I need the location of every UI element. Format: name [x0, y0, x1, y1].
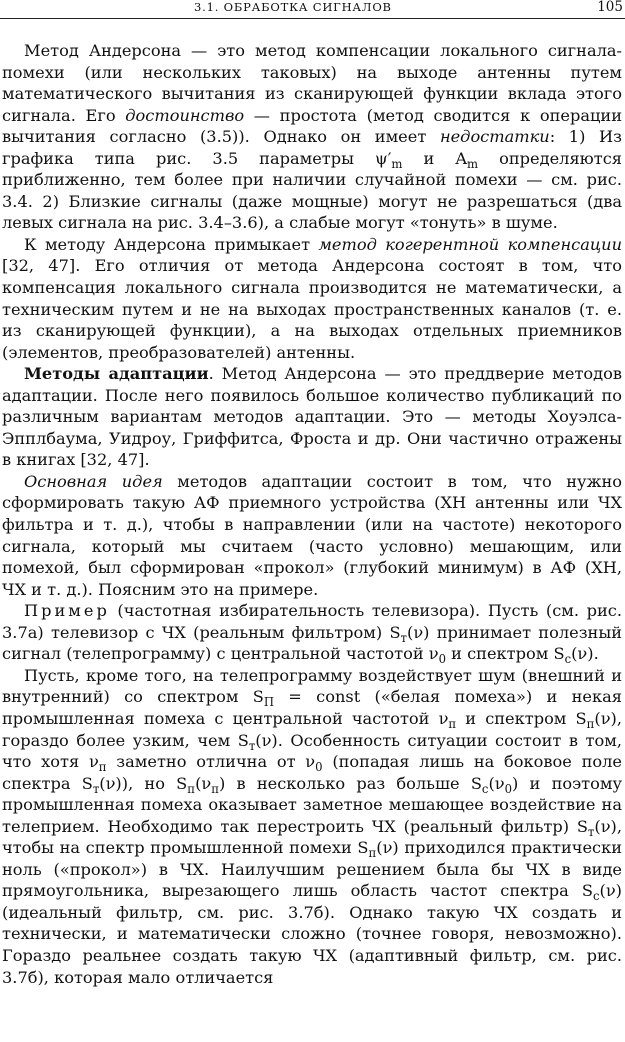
subscript: т: [400, 631, 407, 645]
subscript: п: [187, 781, 196, 796]
page-number: 105: [597, 0, 623, 15]
text-run: (ν: [195, 773, 212, 793]
paragraph-adaptation-methods: [2, 363, 622, 471]
text-run: определяются приближенно, тем более при наличии случайной помехи — см. рис. 3.4. 2) Близкие сигналы (даже мощные) могут не разрешаться (два левых сигнала на рис. 3.4–3.6), а слабые могут «тонуть» в шуме.: [2, 148, 622, 233]
text-run: ) и поэтому промышленная помеха оказывает заметное мешающее воздействие на телеприем. Необходимо так перестроить ЧХ (реальный фильтр) S: [2, 773, 622, 836]
text-run: (ν: [488, 773, 505, 793]
subscript: П: [263, 695, 274, 710]
text-run: Пусть, кроме того, на телепрограмму воздействует шум (внешний и внутренний) со спектром S: [2, 665, 622, 707]
subscript: п: [586, 717, 595, 732]
text-run: [32, 47]. Его отличия от метода Андерсона состоят в том, что компенсация локального сигнала производится не математически, а техническим путем и не на выходах пространственных каналов (т. е. из сканирующей функции), а на выходах отдельных приемников (элементов, преобразователей) антенны.: [2, 256, 622, 362]
text-run: (ν), гораздо более узким, чем S: [2, 708, 623, 750]
text-run: заметно отлична от ν: [106, 752, 316, 772]
text-run: (ν). Особенность ситуации состоит в том, что хотя ν: [2, 730, 622, 772]
text-run: К методу Андерсона примыкает: [24, 234, 319, 254]
text-run: (ν).: [571, 644, 599, 664]
subscript: 0: [438, 652, 447, 667]
paragraph-anderson-method: [2, 40, 622, 234]
subscript: с: [564, 652, 572, 667]
text-run: (ν), чтобы на спектр промышленной помехи S: [2, 816, 622, 858]
subscript: 0: [504, 781, 513, 796]
subscript: п: [448, 717, 457, 732]
text-run: и спектром S: [456, 708, 587, 728]
paragraph-example: [2, 600, 622, 665]
header-rule: [0, 18, 625, 19]
text-run: (попадая лишь на боковое поле спектра S: [2, 752, 622, 793]
bold-run-in-heading: Методы адаптации: [24, 364, 209, 384]
subscript: т: [587, 824, 595, 839]
running-header: [0, 0, 625, 22]
text-run: (частотная избирательность телевизора). Пусть (см. рис. 3.7а) телевизор с ЧХ (реальным фильтром) S: [2, 601, 622, 642]
text-run: . Метод Андерсона — это преддверие методов адаптации. После него появилось большое количество публикаций по различным вариантам методов адаптации. Это — методы Хоуэлса-Эпплбаума, Уидроу, Гриффитса, Фроста и др. Они частично отражены в книгах [32, 47].: [2, 364, 622, 470]
paragraph-main-idea: [2, 471, 622, 600]
subscript: т: [248, 738, 256, 753]
subscript: т: [92, 781, 100, 796]
italic-term-advantage: достоинство: [125, 105, 245, 125]
text-run: методов адаптации состоит в том, что нужно сформировать такую АФ приемного устройства (ХН антенны или ЧХ фильтра и т. д.), чтобы в направлении (или на частоте) некоторого сигнала, который мы считаем (часто условно) мешающим, или помехой, был сформирован «прокол» (глубокий минимум) в АФ (ХН, ЧХ и т. д.). Поясним это на примере.: [2, 471, 623, 599]
text-run: — простота (метод сводится к операции вычитания согласно (3.5)). Однако он имеет: [2, 105, 622, 147]
text-run: ) в несколько раз больше S: [219, 773, 482, 793]
subscript: m: [467, 156, 479, 171]
italic-term-drawbacks: недостатки: [439, 127, 550, 147]
italic-term-coherent-compensation: метод когерентной компенсации: [318, 234, 622, 254]
section-title: 3.1. ОБРАБОТКА СИГНАЛОВ: [194, 0, 392, 14]
paragraph-industrial-interference: [2, 665, 622, 988]
paragraph-coherent-compensation: [2, 234, 622, 363]
text-run: (ν)), но S: [99, 773, 188, 793]
subscript: п: [98, 760, 107, 775]
text-run: и спектром S: [446, 644, 565, 664]
page-body: [2, 40, 622, 988]
text-run: = const («белая помеха») и некая промышленная помеха с центральной частотой ν: [2, 687, 622, 728]
text-run: (ν) (идеальный фильтр, см. рис. 3.7б). Однако такую ЧХ создать и технически, и математически сложно (точнее говоря, невозможно). Гораздо реальнее создать такую ЧХ (адаптивный фильтр, см. рис. 3.7б), которая мало отличается: [2, 881, 622, 987]
subscript: п: [368, 846, 377, 861]
subscript: m: [391, 156, 403, 171]
subscript: с: [481, 781, 489, 796]
italic-term-main-idea: Основная идея: [24, 471, 163, 491]
text-run: и A: [402, 148, 468, 168]
subscript: 0: [315, 760, 323, 775]
text-run: Метод Андерсона — это метод компенсации локального сигнала-помехи (или нескольких таковых) на выходе антенны путем математического вычитания из сканирующей функции вклада этого сигнала. Его: [2, 41, 622, 125]
text-run: (ν) принимает полезный сигнал (телепрограмму) с центральной частотой ν: [2, 622, 622, 664]
subscript: п: [211, 781, 219, 796]
text-run: (ν) приходился практически ноль («прокол») в ЧХ. Наилучшим решением была бы ЧХ в виде прямоугольника, вырезающего лишь область частот спектра S: [2, 838, 622, 901]
text-run: : 1) Из графика типа рис. 3.5 параметры ψ′: [2, 127, 622, 168]
subscript: с: [592, 889, 600, 904]
spaced-term-example: Пример: [24, 601, 110, 621]
